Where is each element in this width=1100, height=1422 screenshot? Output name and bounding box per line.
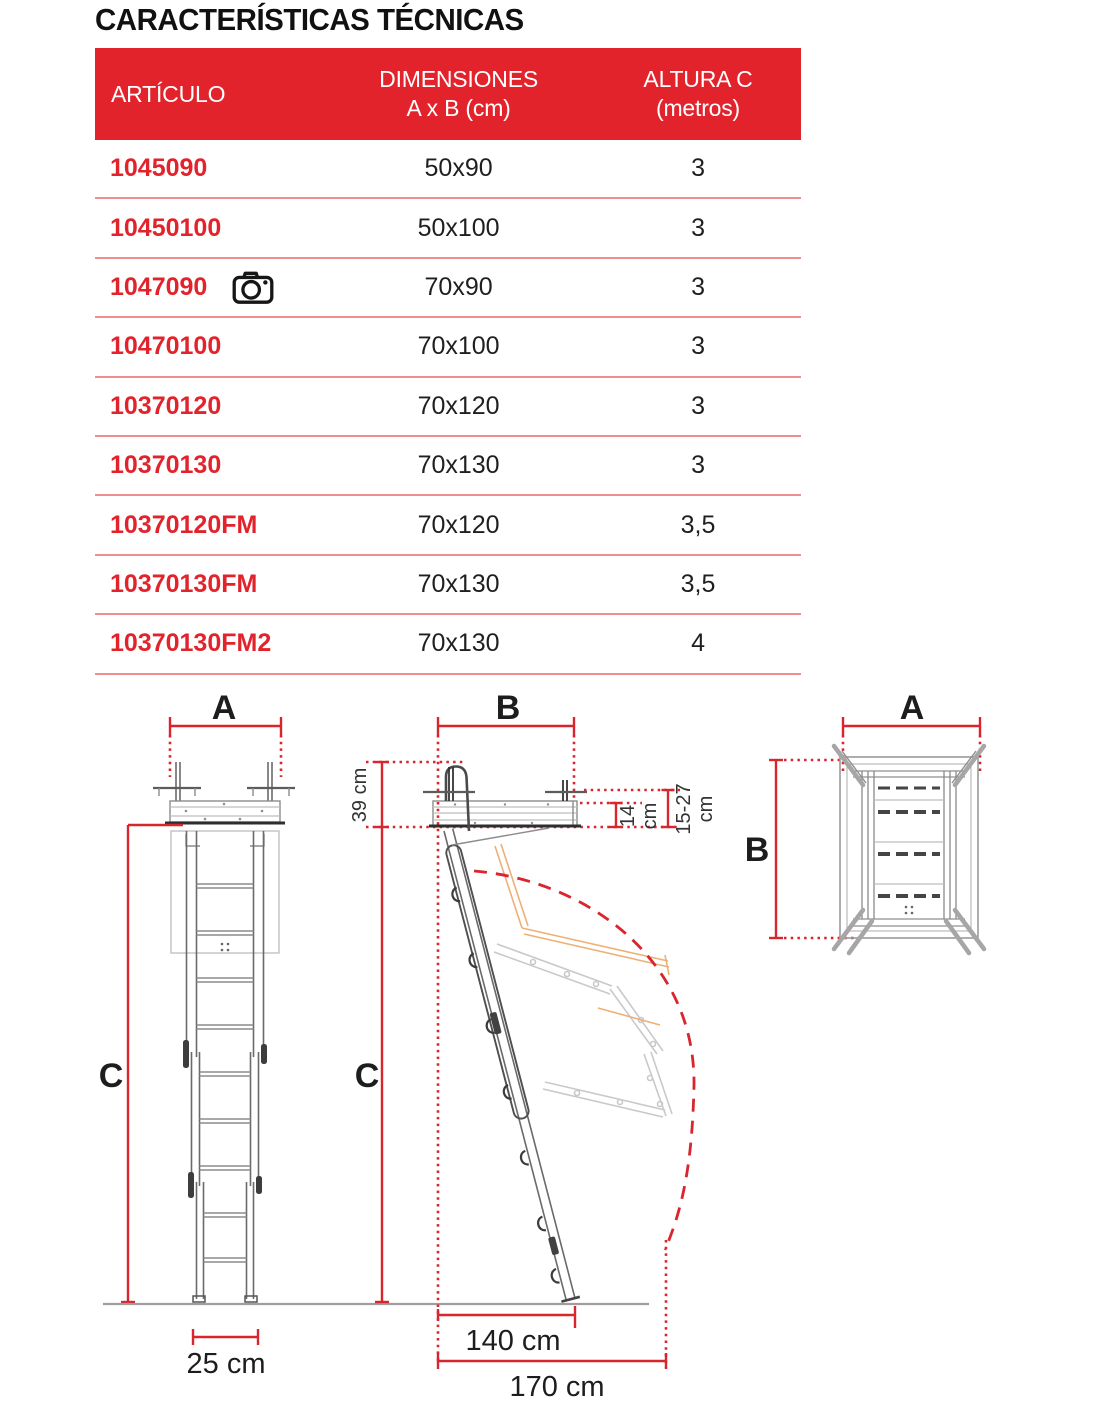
articulo-cell bbox=[95, 556, 342, 613]
altura-cell: 3,5 bbox=[680, 569, 716, 598]
altura-cell: 3 bbox=[691, 451, 705, 480]
altura-cell: 3 bbox=[691, 154, 705, 183]
table-header bbox=[95, 48, 801, 140]
articulo-value: 10370120FM bbox=[110, 510, 258, 539]
altura-cell: 3 bbox=[691, 272, 705, 301]
side-dim-c-label: C bbox=[354, 1057, 380, 1095]
ghost-door-orange bbox=[495, 844, 669, 1025]
articulo-cell bbox=[95, 318, 342, 375]
altura-cell: 3,5 bbox=[680, 510, 716, 539]
side-dim-1527-value: 15-27 bbox=[673, 783, 695, 835]
page-title: CARACTERÍSTICAS TÉCNICAS bbox=[95, 2, 524, 37]
table-row bbox=[95, 556, 801, 615]
header-dimensiones-line1: DIMENSIONES bbox=[379, 66, 538, 92]
side-dim-b-label: B bbox=[495, 689, 521, 727]
dimensiones-cell: 70x90 bbox=[424, 272, 493, 301]
articulo-value: 1047090 bbox=[110, 272, 208, 301]
top-dim-b-line bbox=[769, 760, 783, 938]
header-dimensiones-line2: A x B (cm) bbox=[406, 95, 511, 121]
altura-cell: 3 bbox=[691, 391, 705, 420]
articulo-cell bbox=[95, 199, 342, 256]
front-dim-c-line bbox=[121, 825, 183, 1302]
camera-icon[interactable] bbox=[231, 269, 275, 306]
spec-table bbox=[95, 48, 801, 675]
table-row bbox=[95, 437, 801, 496]
side-ladder bbox=[436, 827, 580, 1302]
header-articulo-label: ARTÍCULO bbox=[111, 80, 226, 107]
side-dim-39-label: 39 cm bbox=[349, 767, 371, 823]
dimensiones-cell: 70x120 bbox=[417, 510, 500, 539]
table-row bbox=[95, 259, 801, 318]
header-articulo bbox=[95, 48, 342, 140]
front-dim-a-label: A bbox=[211, 689, 237, 727]
altura-cell: 4 bbox=[691, 629, 705, 658]
articulo-value: 10470100 bbox=[110, 332, 222, 361]
side-dim-1527-unit: cm bbox=[695, 795, 717, 823]
side-dim-170-label: 170 cm bbox=[509, 1371, 605, 1403]
front-dim-foot-line bbox=[193, 1329, 258, 1345]
altura-cell: 3 bbox=[691, 332, 705, 361]
articulo-value: 10370130 bbox=[110, 451, 222, 480]
articulo-cell bbox=[95, 496, 342, 553]
dimensiones-cell: 70x100 bbox=[417, 332, 500, 361]
side-dim-14-unit: cm bbox=[639, 802, 661, 830]
front-view-diagram bbox=[99, 689, 295, 1380]
table-row bbox=[95, 378, 801, 437]
side-dim-140-label: 140 cm bbox=[465, 1325, 561, 1357]
top-dim-b-label: B bbox=[744, 831, 770, 869]
side-dim-14-value: 14 bbox=[617, 804, 639, 828]
dimensiones-cell: 50x100 bbox=[417, 213, 500, 242]
articulo-cell bbox=[95, 140, 342, 197]
top-view-diagram bbox=[745, 689, 984, 953]
altura-cell: 3 bbox=[691, 213, 705, 242]
side-dim-39-line bbox=[375, 762, 389, 827]
articulo-value: 10370130FM2 bbox=[110, 629, 272, 658]
articulo-cell bbox=[95, 437, 342, 494]
dimensiones-cell: 70x130 bbox=[417, 629, 500, 658]
articulo-value: 10370120 bbox=[110, 391, 222, 420]
header-altura-line2: (metros) bbox=[656, 95, 741, 121]
swing-arc bbox=[474, 871, 694, 1250]
side-view-diagram bbox=[349, 689, 717, 1403]
dimensiones-cell: 70x130 bbox=[417, 451, 500, 480]
articulo-value: 10450100 bbox=[110, 213, 222, 242]
table-row bbox=[95, 140, 801, 199]
articulo-value: 1045090 bbox=[110, 154, 208, 183]
front-dim-c-label: C bbox=[98, 1057, 124, 1095]
header-dimensiones bbox=[342, 48, 575, 140]
articulo-value: 10370130FM bbox=[110, 569, 258, 598]
table-row bbox=[95, 318, 801, 377]
dimensiones-cell: 70x130 bbox=[417, 569, 500, 598]
technical-diagrams bbox=[0, 660, 1100, 1422]
header-altura-line1: ALTURA C bbox=[643, 66, 753, 92]
top-dim-a-label: A bbox=[899, 689, 925, 727]
dimensiones-cell: 70x120 bbox=[417, 391, 500, 420]
header-altura bbox=[575, 48, 801, 140]
front-foot-width-label: 25 cm bbox=[186, 1348, 266, 1380]
table-row bbox=[95, 199, 801, 258]
articulo-cell bbox=[95, 259, 342, 316]
table-row bbox=[95, 496, 801, 555]
articulo-cell bbox=[95, 378, 342, 435]
dimensiones-cell: 50x90 bbox=[424, 154, 493, 183]
